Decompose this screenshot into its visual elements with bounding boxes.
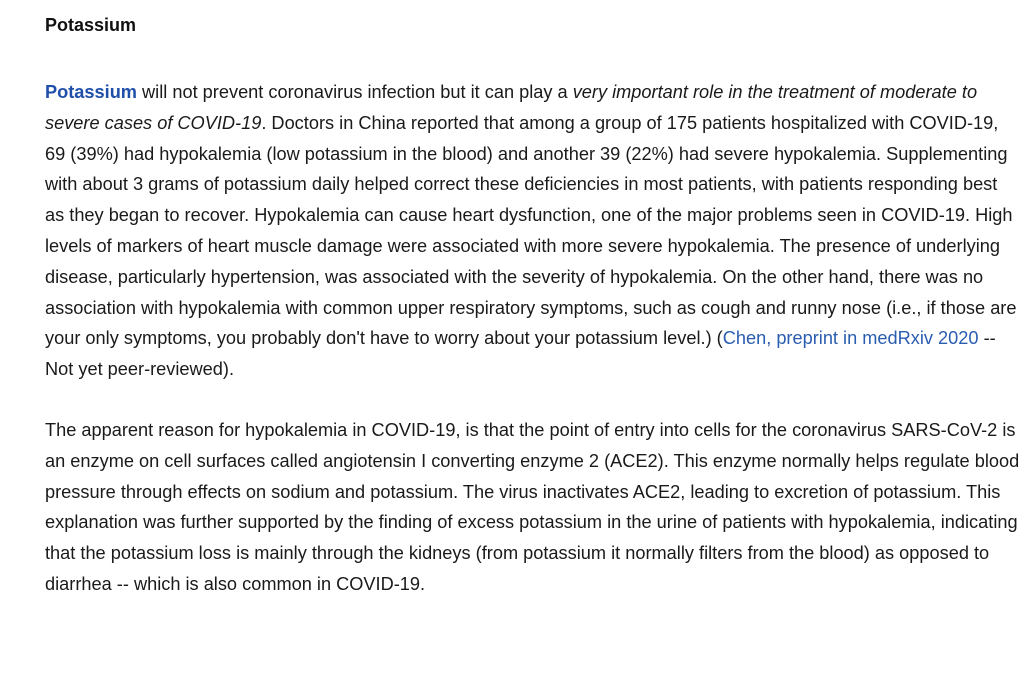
paragraph1-closing-text: -- Not yet peer-reviewed). — [45, 328, 996, 380]
section-heading: Potassium — [45, 15, 137, 35]
paragraph-potassium-overview — [45, 77, 1020, 385]
paragraph1-intro-text: will not prevent coronavirus infection but it can play a — [136, 82, 573, 102]
paragraph-hypokalemia-mechanism: The apparent reason for hypokalemia in COVID-19, is that the point of entry into cells for the coronavirus SARS-CoV-2 is an enzyme on cell surfaces called angiotensin I converting enzyme 2 (ACE2). This enzyme normally helps regulate blood pressure through effects on sodium and potassium. The virus inactivates ACE2, leading to excretion of potassium. This explanation was further supported by the finding of excess potassium in the urine of patients with hypokalemia, indicating that the potassium loss is mainly through the kidneys (from potassium it normally filters from the blood) as opposed to diarrhea -- which is also common in COVID-19. — [45, 419, 1020, 594]
chen-citation-link[interactable]: Chen, preprint in medRxiv 2020 — [722, 328, 979, 349]
potassium-link[interactable]: Potassium — [45, 82, 137, 102]
paragraph1-body-text: . Doctors in China reported that among a group of 175 patients hospitalized with COVID-19, 69 (39%) had hypokalemia (low potassium in the blood) and another 39 (22%) had severe hypokalemia. Supplementing with about 3 grams of potassium daily helped correct these deficiencies in most patients, with patients responding best as they began to recover. Hypokalemia can cause heart dysfunction, one of the major problems seen in COVID-19. High levels of markers of heart muscle damage were associated with more severe hypokalemia. The presence of underlying disease, particularly hypertension, was associated with the severity of hypokalemia. On the other hand, there was no association with hypokalemia with common upper respiratory symptoms, such as cough and runny nose (i.e., if those are your only symptoms, you probably don't have to worry about your potassium level.) ( — [45, 112, 1017, 349]
paragraph1-emphasis-text: very important role in the treatment of moderate to severe cases of COVID-19 — [45, 82, 978, 133]
